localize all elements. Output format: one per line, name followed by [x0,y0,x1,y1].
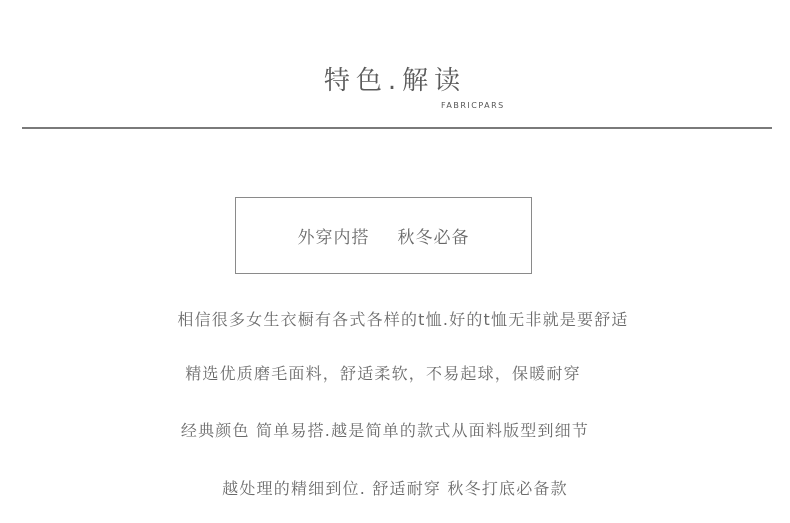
description-line-1: 相信很多女生衣橱有各式各样的t恤.好的t恤无非就是要舒适 [177,310,629,329]
description-line-4: 越处理的精细到位. 舒适耐穿 秋冬打底必备款 [222,479,568,498]
description-line-2: 精选优质磨毛面料，舒适柔软，不易起球，保暖耐穿 [185,364,581,383]
header-divider [22,127,772,129]
tag-outer-inner: 外穿内搭 [297,228,370,248]
page-title: 特色.解读 [323,66,467,96]
tag-autumn-winter: 秋冬必备 [397,228,470,248]
feature-tag-box [235,197,532,274]
page-subtitle: FABRICPARS [441,101,505,110]
description-line-3: 经典颜色 简单易搭.越是简单的款式从面料版型到细节 [180,421,590,440]
